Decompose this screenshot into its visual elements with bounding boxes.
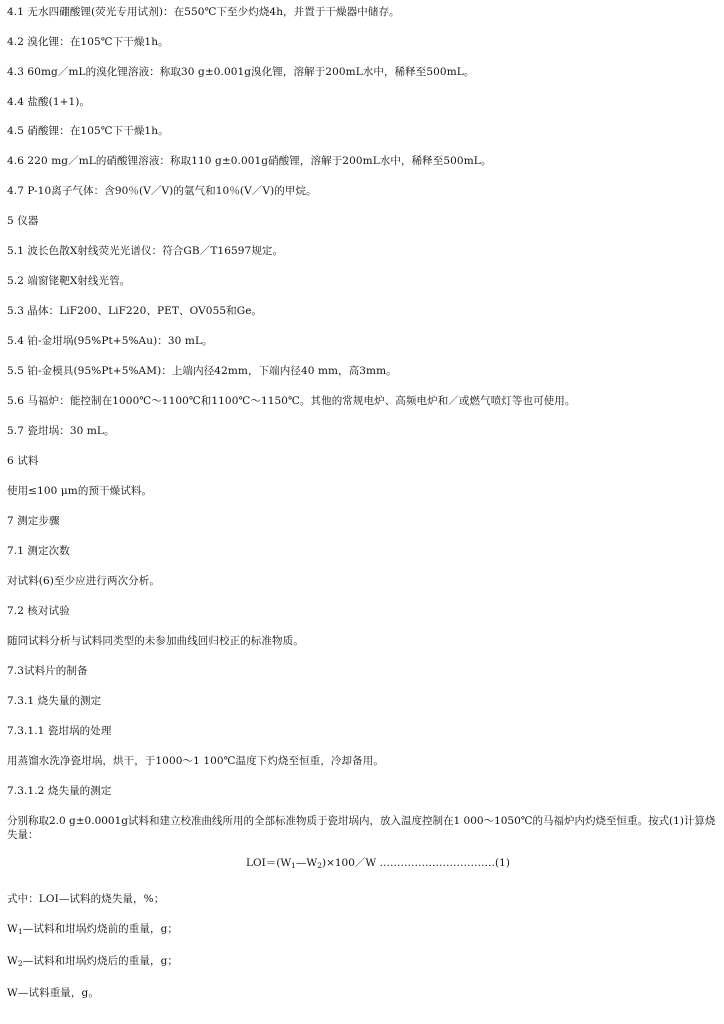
w2-symbol: W <box>7 955 18 967</box>
section-heading-6: 6 试料 <box>7 455 39 467</box>
heading-7-3-1-2: 7.3.1.2 烧失量的测定 <box>7 785 112 797</box>
where-w2 <box>7 954 178 968</box>
w2-subscript: 2 <box>17 959 23 968</box>
w2-definition: —试料和坩埚灼烧后的重量，g； <box>22 955 179 967</box>
text-line-5-3: 5.3 晶体：LiF200、LiF220、PET、OV055和Ge。 <box>7 305 263 317</box>
where-intro: 式中：LOI—试料的烧失量，%； <box>7 893 165 905</box>
heading-7-3-1: 7.3.1 烧失量的测定 <box>7 695 102 707</box>
formula-lhs: LOI＝(W <box>246 857 292 869</box>
text-line-5-7: 5.7 瓷坩埚：30 mL。 <box>7 425 115 437</box>
formula-sub-1: 1 <box>291 861 296 870</box>
w1-definition: —试料和坩埚灼烧前的重量，g； <box>22 923 179 935</box>
text-line-4-3: 4.3 60mg／mL的溴化锂溶液：称取30 g±0.001g溴化锂，溶解于200mL水中，稀释至500mL。 <box>7 66 475 78</box>
text-line-5-1: 5.1 波长色散X射线荧光光谱仪：符合GB／T16597规定。 <box>7 245 284 257</box>
heading-7-3-1-1: 7.3.1.1 瓷坩埚的处理 <box>7 725 112 737</box>
text-line-7-2-body: 随同试料分析与试料同类型的未参加曲线回归校正的标准物质。 <box>7 635 304 647</box>
heading-7-3: 7.3试料片的制备 <box>7 665 88 677</box>
text-line-4-1: 4.1 无水四硼酸锂(荧光专用试剂)：在550℃下至少灼烧4h，并置于干燥器中储存。 <box>7 6 400 18</box>
text-line-4-5: 4.5 硝酸锂：在105℃下干燥1h。 <box>7 125 169 137</box>
formula-mid: —W <box>295 857 318 869</box>
text-line-4-2: 4.2 溴化锂：在105℃下干燥1h。 <box>7 36 169 48</box>
text-line-5-2: 5.2 端窗铑靶X射线光管。 <box>7 275 131 287</box>
text-line-5-6: 5.6 马福炉：能控制在1000℃～1100℃和1100℃～1150℃。其他的常规电炉、高频电炉和／或燃气喷灯等也可使用。 <box>7 395 576 407</box>
w1-subscript: 1 <box>17 927 23 936</box>
heading-7-2: 7.2 核对试验 <box>7 605 70 617</box>
heading-7-1: 7.1 测定次数 <box>7 545 70 557</box>
text-line-5-5: 5.5 铂-金模具(95%Pt+5%AM)：上端内径42mm，下端内径40 mm，高3mm。 <box>7 365 397 377</box>
section-heading-5: 5 仪器 <box>7 215 39 227</box>
where-w1 <box>7 922 178 936</box>
where-w: W—试料重量，g。 <box>7 987 99 999</box>
text-line-5-4: 5.4 铂-金坩埚(95%Pt+5%Au)：30 mL。 <box>7 335 213 347</box>
text-line-6-body: 使用≤100 μm的预干燥试料。 <box>7 485 153 497</box>
formula-sub-2: 2 <box>317 861 322 870</box>
text-line-4-6: 4.6 220 mg／mL的硝酸锂溶液：称取110 g±0.001g硝酸锂，溶解于200mL水中，稀释至500mL。 <box>7 155 492 167</box>
formula-1 <box>246 856 510 870</box>
document-page <box>7 0 721 1024</box>
section-heading-7: 7 测定步骤 <box>7 515 60 527</box>
formula-rhs: )×100／W ……………………………(1) <box>321 857 510 869</box>
text-line-4-4: 4.4 盐酸(1+1)。 <box>7 96 91 108</box>
w1-symbol: W <box>7 923 18 935</box>
text-line-7-1-body: 对试料(6)至少应进行两次分析。 <box>7 575 160 587</box>
text-line-7-3-1-1-body: 用蒸馏水洗净瓷坩埚，烘干，于1000～1 100℃温度下灼烧至恒重，冷却备用。 <box>7 755 384 767</box>
text-paragraph-7-3-1-2: 分别称取2.0 g±0.0001g试料和建立校准曲线所用的全部标准物质于瓷坩埚内，放入温度控制在1 000～1050℃的马福炉内灼烧至恒重。按式(1)计算烧失量： <box>7 815 716 841</box>
text-line-4-7: 4.7 P-10离子气体：含90％(V／V)的氩气和10％(V／V)的甲烷。 <box>7 185 317 197</box>
